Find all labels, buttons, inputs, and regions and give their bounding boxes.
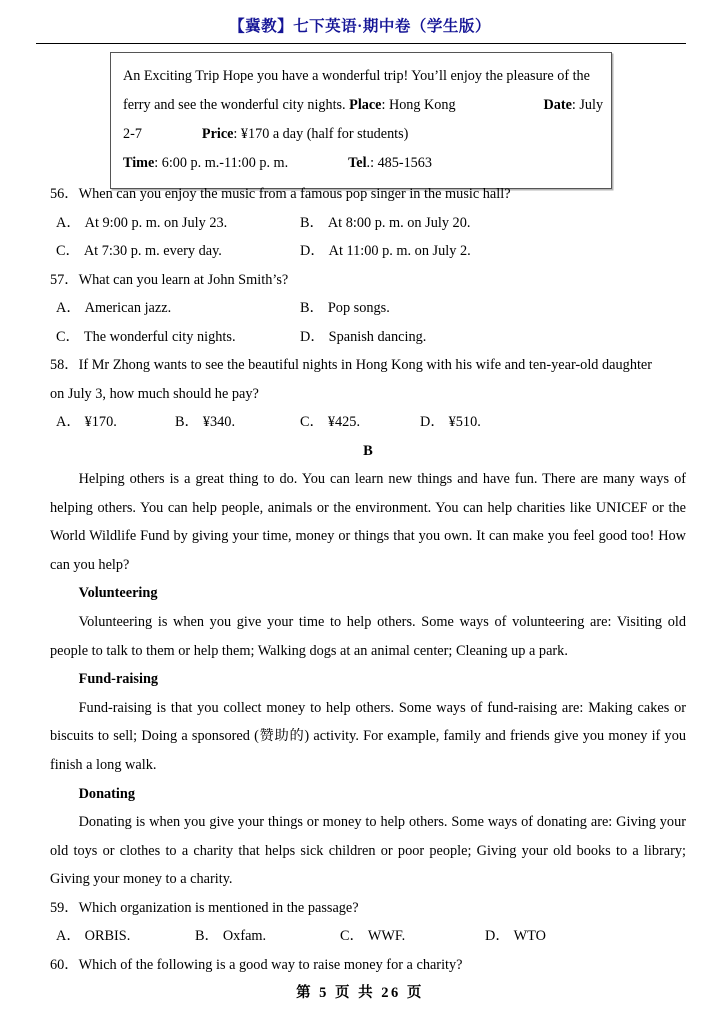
question-57-options-row-2 [50,323,686,352]
question-59 [50,894,686,923]
option-57-A[interactable] [56,294,171,323]
option-58-C[interactable] [300,408,360,437]
question-56 [50,180,686,209]
question-58-number: 58． [50,357,79,373]
option-56-B-text: At 8:00 p. m. on July 20. [327,214,471,231]
ad-line-3-text-b: : ¥170 a day (half for students) [233,126,409,142]
option-59-D-text: WTO [513,928,546,945]
question-59-text [50,894,686,923]
question-59-number: 59． [50,899,79,916]
question-56-number: 56． [50,186,79,202]
option-58-C-letter: C． [300,414,324,430]
question-58-stem-cont: on July 3, how much should he pay? [50,385,259,402]
question-57 [50,266,686,295]
option-58-B[interactable] [175,408,235,437]
option-59-C-letter: C． [340,928,364,945]
option-59-B-text: Oxfam. [222,928,267,945]
ad-line-2-text-c: : July [571,97,604,113]
option-57-D[interactable] [300,323,426,352]
option-57-C-letter: C． [56,328,80,345]
question-56-options-row-2 [50,237,686,266]
section-b-intro-paragraph: Helping others is a great thing to do. You can learn new things and have fun. There are many ways of helping others. You can help people, animals or the environment. You can help charities like UNICEF or the World Wildlife Fund by giving your time, money or things that you own. It can make you feel good too! How can you help? [50,471,686,573]
option-57-B-text: Pop songs. [327,300,390,316]
option-56-A-letter: A． [56,214,81,231]
question-59-stem: Which organization is mentioned in the passage? [78,899,359,916]
option-59-A[interactable] [56,922,130,951]
question-60-text [50,951,686,980]
option-57-C[interactable] [56,323,236,352]
option-59-A-text: ORBIS. [84,928,131,945]
header-divider [36,43,686,44]
ad-line-2-text-b: : Hong Kong [381,97,456,113]
question-content [50,180,686,979]
question-60-number: 60． [50,956,79,973]
question-58 [50,351,686,408]
subheading-donating: Donating [78,785,135,802]
question-60-stem: Which of the following is a good way to raise money for a charity? [78,956,463,973]
option-59-C[interactable] [340,922,405,951]
option-58-A-text: ¥170. [84,414,117,430]
question-56-stem: When can you enjoy the music from a famous pop singer in the music hall? [78,186,511,202]
ad-label-date: Date [543,97,572,113]
option-56-A-text: At 9:00 p. m. on July 23. [84,214,228,231]
section-b-letter: B [363,442,373,459]
advertisement-box [110,52,612,189]
question-56-text [50,180,686,209]
question-58-text [50,351,686,380]
option-57-C-text: The wonderful city nights. [83,328,236,345]
option-59-B-letter: B． [195,928,219,945]
option-56-B-letter: B． [300,214,324,231]
option-56-C-text: At 7:30 p. m. every day. [83,243,222,259]
option-58-B-text: ¥340. [202,414,236,430]
option-56-B[interactable] [300,209,470,238]
option-59-C-text: WWF. [367,928,406,945]
question-57-number: 57． [50,271,79,288]
question-56-options-row-1 [50,209,686,238]
page-footer: 第 5 页 共 26 页 [296,985,424,1001]
option-56-C-letter: C． [56,243,80,259]
paragraph-donating: Donating is when you give your things or money to help others. Some ways of donating are: Giving your old toys or clothes to a charity that helps sick children or poor people; Giving your old books to a library; Giving your money to a charity. [50,814,686,888]
option-59-B[interactable] [195,922,266,951]
option-58-C-text: ¥425. [327,414,361,430]
ad-line-4 [123,149,599,178]
question-57-stem: What can you learn at John Smith’s? [78,271,289,288]
ad-line-2 [123,91,604,120]
ad-label-time: Time [123,155,155,171]
option-57-A-text: American jazz. [84,300,172,316]
option-57-A-letter: A． [56,300,81,316]
question-58-stem: If Mr Zhong wants to see the beautiful nights in Hong Kong with his wife and ten-year-old daughter [78,357,653,373]
question-57-text [50,266,686,295]
ad-line-4-text-a: : 6:00 p. m.-11:00 p. m. [154,155,289,171]
option-58-D[interactable] [420,408,481,437]
option-56-D-text: At 11:00 p. m. on July 2. [328,243,471,259]
question-60 [50,951,686,980]
option-57-B[interactable] [300,294,390,323]
option-56-C[interactable] [56,237,222,266]
ad-line-3-text-a: 2-7 [123,126,142,142]
ad-line-3 [123,120,599,149]
page-title: 【冀教】七下英语·期中卷（学生版） [229,18,491,35]
option-58-B-letter: B． [175,414,199,430]
subheading-fund-raising: Fund-raising [78,671,159,688]
paragraph-fund-raising: Fund-raising is that you collect money to help others. Some ways of fund-raising are: Making cakes or biscuits to sell; Doing a sponsored (赞助的) activity. For example, family and friends give you money if you finish a long walk. [50,699,686,773]
ad-line-2-text-a: ferry and see the wonderful city nights. [123,97,350,113]
option-58-D-text: ¥510. [448,414,481,430]
ad-label-tel: Tel [348,155,367,171]
option-58-D-letter: D． [420,414,445,430]
question-58-options-row-1 [50,408,686,437]
option-57-D-letter: D． [300,328,325,345]
option-56-D-letter: D． [300,243,325,259]
paragraph-volunteering: Volunteering is when you give your time to help others. Some ways of volunteering are: Visiting old people to talk to them or help them; Walking dogs at an animal center; Cleaning up a park. [50,613,686,659]
option-57-B-letter: B． [300,300,324,316]
option-58-A[interactable] [56,408,117,437]
option-56-D[interactable] [300,237,471,266]
option-58-A-letter: A． [56,414,81,430]
option-57-D-text: Spanish dancing. [328,328,427,345]
option-56-A[interactable] [56,209,227,238]
option-59-A-letter: A． [56,928,81,945]
ad-label-place: Place [349,97,382,113]
ad-line-1: An Exciting Trip Hope you have a wonderful trip! You’ll enjoy the pleasure of the [123,68,590,84]
question-57-options-row-1 [50,294,686,323]
ad-line-4-text-b: .: 485-1563 [366,155,432,171]
option-59-D-letter: D． [485,928,510,945]
ad-label-price: Price [201,126,234,142]
question-59-options-row-1 [50,922,686,951]
subheading-volunteering: Volunteering [78,585,158,602]
option-59-D[interactable] [485,922,546,951]
